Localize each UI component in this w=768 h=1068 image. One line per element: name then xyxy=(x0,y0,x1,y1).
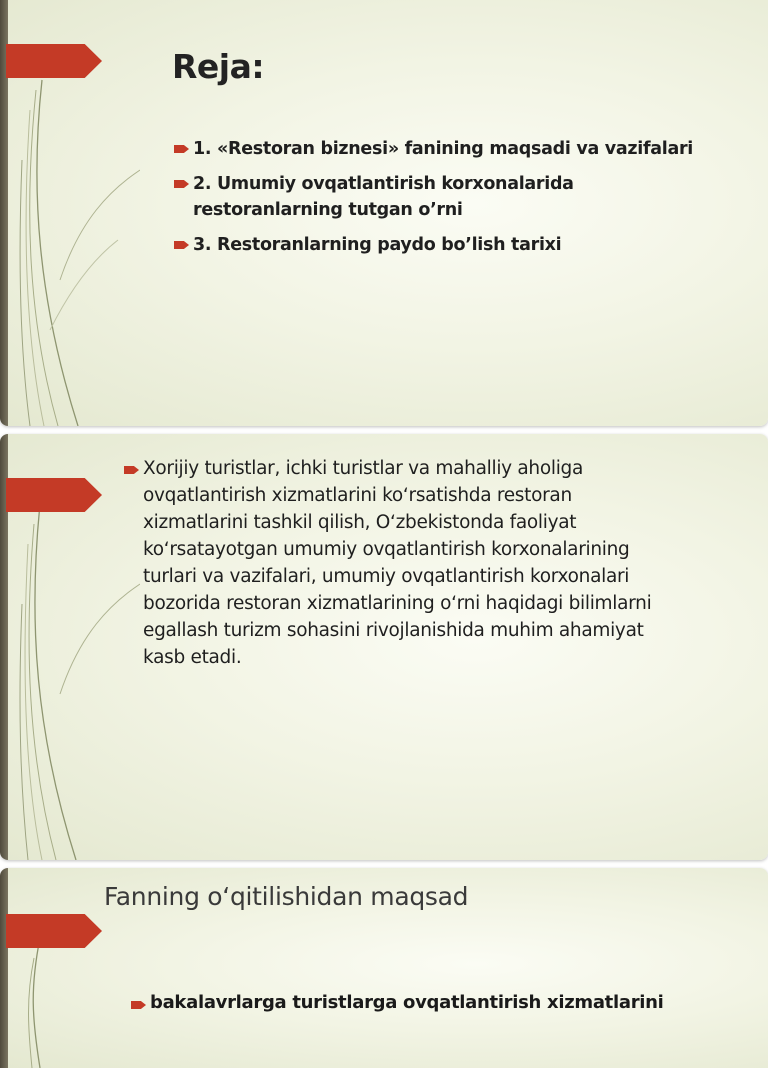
paragraph-line: kasb etadi. xyxy=(143,647,242,668)
paragraph-line: turlari va vazifalari, umumiy ovqatlantirish korxonalari xyxy=(143,566,630,587)
list-item: bakalavrlarga turistlarga ovqatlantirish xizmatlarini xyxy=(150,992,664,1013)
red-arrow-flag xyxy=(6,44,102,78)
list-item-continuation: restoranlarning tutgan o’rni xyxy=(193,200,463,220)
red-arrow-flag xyxy=(6,914,102,948)
paragraph-line: xizmatlarini tashkil qilish, O‘zbekistonda faoliyat xyxy=(143,512,577,533)
arrow-bullet-icon xyxy=(174,145,189,153)
paragraph-line: egallash turizm sohasini rivojlanishida muhim ahamiyat xyxy=(143,620,644,641)
paragraph-line: bozorida restoran xizmatlarining o‘rni haqidagi bilimlarni xyxy=(143,593,652,614)
description-paragraph xyxy=(143,455,733,671)
arrow-bullet-icon xyxy=(174,241,189,249)
arrow-bullet-icon xyxy=(131,1001,146,1009)
slide-title: Fanning o‘qitilishidan maqsad xyxy=(104,882,469,911)
paragraph-line: Xorijiy turistlar, ichki turistlar va mahalliy aholiga xyxy=(143,458,584,479)
arrow-bullet-icon xyxy=(174,180,189,188)
paragraph-line: ko‘rsatayotgan umumiy ovqatlantirish korxonalarining xyxy=(143,539,630,560)
red-arrow-flag xyxy=(6,478,102,512)
slide-reja xyxy=(0,0,768,426)
list-item: 1. «Restoran biznesi» fanining maqsadi va vazifalari xyxy=(193,139,694,159)
list-item: 3. Restoranlarning paydo bo’lish tarixi xyxy=(193,235,562,255)
slide-title: Reja: xyxy=(172,47,265,86)
list-item: 2. Umumiy ovqatlantirish korxonalarida xyxy=(193,174,574,194)
paragraph-line: ovqatlantirish xizmatlarini ko‘rsatishda restoran xyxy=(143,485,572,506)
